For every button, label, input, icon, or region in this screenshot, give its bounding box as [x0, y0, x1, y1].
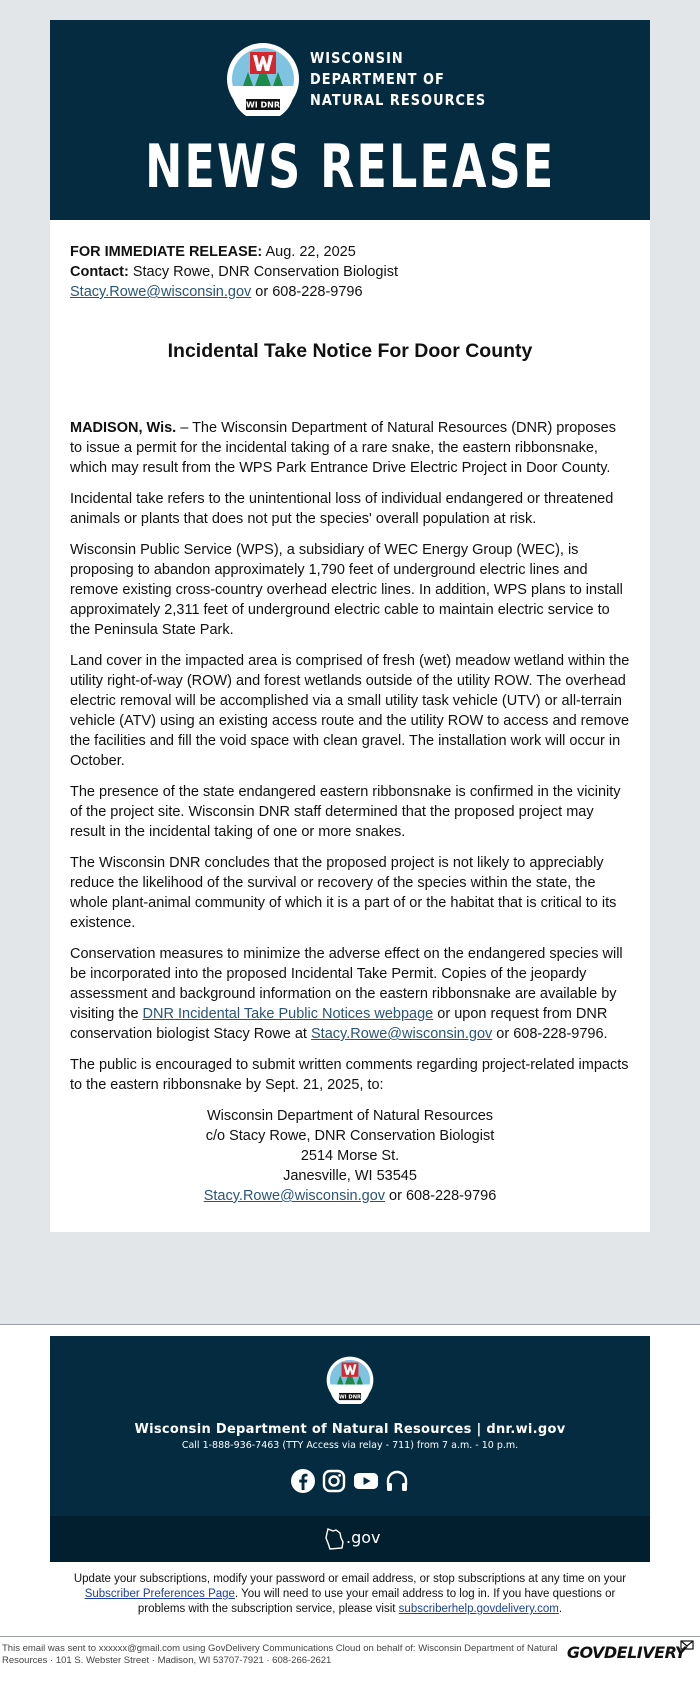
address-line-3: 2514 Morse St. [300, 1148, 400, 1164]
paragraph-1: MADISON, Wis. – The Wisconsin Department of Natural Resources (DNR) proposes to issue a permit for the incidental taking of a rare snake, the eastern ribbonsnake, which may result from the WPS Park Entrance Drive Electric Project in Door County. [70, 420, 616, 476]
org-line-1: WISCONSIN [310, 49, 404, 67]
dnr-branding [226, 42, 486, 116]
news-release-banner: NEWS RELEASE [144, 132, 556, 202]
instagram-icon[interactable] [321, 1468, 347, 1494]
subscription-notice: Update your subscriptions, modify your password or email address, or stop subscriptions at any time on your Subscriber Preferences Page. You will need to use your email address to log in. If you have questions or problems with the subscription service, please visit subscriberhelp.govdelivery.com. [73, 1573, 627, 1615]
footer-top [50, 1336, 650, 1516]
footer [50, 1336, 650, 1562]
footer-logo-caption: WI DNR [338, 1394, 362, 1401]
contact-line: Contact: Stacy Rowe, DNR Conservation Biologist [70, 264, 398, 280]
org-line-2: DEPARTMENT OF [310, 70, 445, 88]
youtube-icon[interactable] [353, 1468, 379, 1494]
contact-email-line: Stacy.Rowe@wisconsin.gov or 608-228-9796 [70, 284, 363, 300]
subscriber-help-link[interactable]: subscriberhelp.govdelivery.com [398, 1603, 559, 1615]
logo-caption: WI DNR [245, 100, 281, 110]
headline: Incidental Take Notice For Door County [167, 340, 533, 362]
footer-call: Call 1-888-936-7463 (TTY Access via relay - 711) from 7 a.m. - 10 p.m. [181, 1440, 519, 1451]
gov-label: .gov [346, 1528, 381, 1547]
public-notices-link[interactable]: DNR Incidental Take Public Notices webpage [142, 1006, 434, 1022]
address-email-link[interactable]: Stacy.Rowe@wisconsin.gov [203, 1188, 386, 1204]
wi-dnr-logo-icon [226, 42, 300, 116]
footer-gov-bar [50, 1516, 650, 1562]
address-line-2: c/o Stacy Rowe, DNR Conservation Biologist [205, 1128, 495, 1144]
news-card [50, 20, 650, 1232]
header-banner [50, 20, 650, 220]
release-line: FOR IMMEDIATE RELEASE: Aug. 22, 2025 [70, 244, 356, 260]
paragraph-3: Wisconsin Public Service (WPS), a subsidiary of WEC Energy Group (WEC), is proposing to abandon approximately 1,790 feet of underground electric lines and remove existing cross-country overhead electric lines. In addition, WPS plans to install approximately 2,311 feet of underground electric cable to maintain electric service to the Peninsula State Park. [70, 542, 623, 638]
mailing-address [70, 1106, 630, 1206]
address-line-1: Wisconsin Department of Natural Resources [206, 1108, 494, 1124]
org-line-3: NATURAL RESOURCES [310, 91, 487, 109]
facebook-icon[interactable] [290, 1468, 316, 1494]
paragraph-5: The presence of the state endangered eastern ribbonsnake is confirmed in the vicinity of the project site. Wisconsin DNR staff determined that the proposed project may result in the incidental taking of one or more snakes. [70, 784, 621, 840]
address-line-4: Janesville, WI 53545 [283, 1168, 417, 1184]
social-links [290, 1468, 410, 1498]
paragraph-7: Conservation measures to minimize the adverse effect on the endangered species will be incorporated into the proposed Incidental Take Permit. Copies of the jeopardy assessment and background information on the eastern ribbonsnake are available by visiting the DNR Incidental Take Public Notices webpage or upon request from DNR conservation biologist Stacy Rowe at Stacy.Rowe@wisconsin.gov or 608-228-9796. [70, 946, 623, 1042]
subscriber-preferences-link[interactable]: Subscriber Preferences Page [84, 1588, 235, 1600]
legal-footer [0, 1637, 700, 1677]
footer-dnr-logo-icon [326, 1356, 374, 1404]
footer-org: Wisconsin Department of Natural Resources | dnr.wi.gov [134, 1422, 566, 1437]
org-name [310, 48, 490, 111]
address-email-line: Stacy.Rowe@wisconsin.gov or 608-228-9796 [203, 1188, 497, 1204]
article-body [50, 220, 650, 1232]
paragraph-6: The Wisconsin DNR concludes that the proposed project is not likely to appreciably reduce the likelihood of the survival or recovery of the species within the state, the whole plant-animal community of which it is a part of or the habitat that is critical to its existence. [70, 855, 617, 931]
contact-email-link[interactable]: Stacy.Rowe@wisconsin.gov [70, 284, 252, 300]
govdelivery-logo: GOVDELIVERY [566, 1643, 686, 1662]
biologist-email-link[interactable]: Stacy.Rowe@wisconsin.gov [311, 1026, 493, 1042]
release-meta [70, 242, 630, 302]
paragraph-8: The public is encouraged to submit written comments regarding project-related impacts to the eastern ribbonsnake by Sept. 21, 2025, to: [70, 1057, 629, 1093]
paragraph-4: Land cover in the impacted area is comprised of fresh (wet) meadow wetland within the utility right-of-way (ROW) and forest wetlands outside of the utility ROW. The overhead electric removal will be accomplished via a small utility task vehicle (UTV) or all-terrain vehicle (ATV) using an existing access route and the utility ROW to access and remove the facilities and fill the void space with clean gravel. The installation work will occur in October. [70, 653, 630, 769]
legal-text: This email was sent to xxxxxx@gmail.com using GovDelivery Communications Cloud on behalf of: Wisconsin Department of Natural Resources · 101 S. Webster Street · Madison, WI 53707-7921 · 608-266-2621 [2, 1643, 558, 1666]
podcast-icon[interactable] [384, 1468, 410, 1494]
paragraph-2: Incidental take refers to the unintentional loss of individual endangered or threatened animals or plants that does not put the species' overall population at risk. [70, 491, 614, 527]
